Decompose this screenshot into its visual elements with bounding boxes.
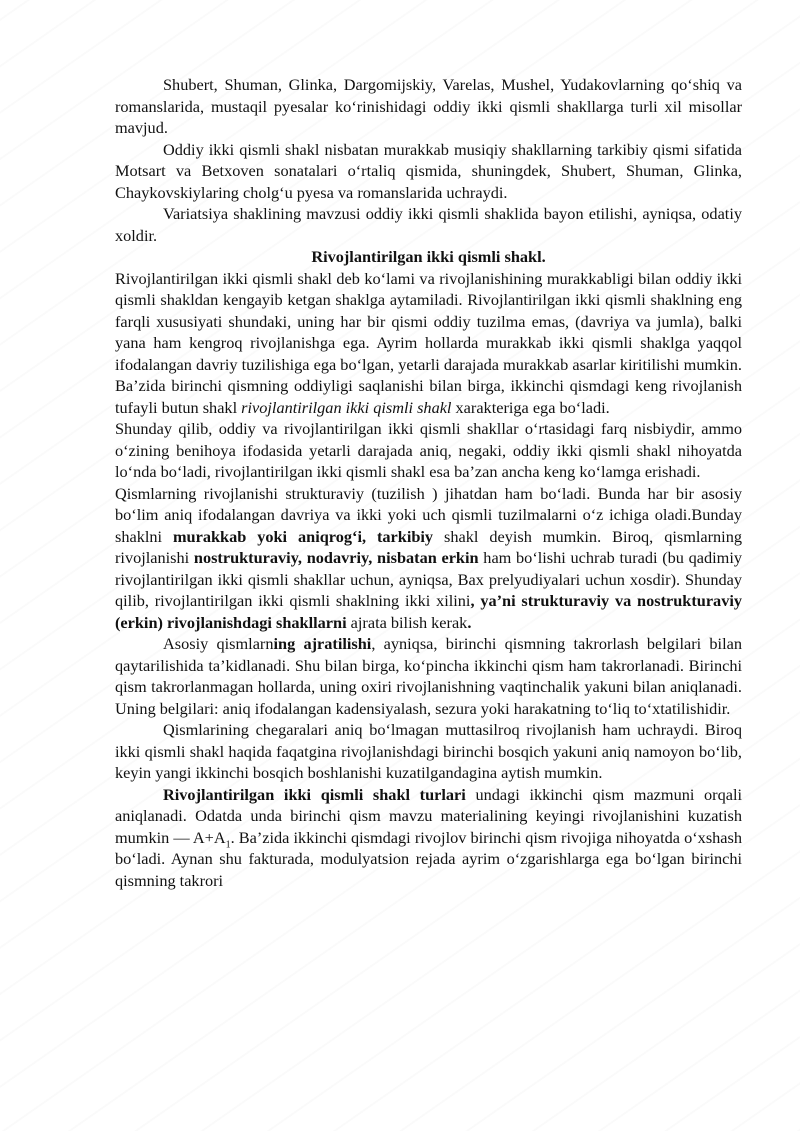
text-run: ajrata bilish kerak bbox=[346, 612, 468, 632]
bold-text: Rivojlantirilgan ikki qismli shakl turlari bbox=[163, 784, 466, 804]
text-run: Asosiy qismlarn bbox=[163, 634, 274, 653]
paragraph bbox=[115, 633, 742, 719]
paragraph bbox=[115, 784, 742, 892]
text-run: Qismlarning rivojlanishi strukturaviy (tuzilish ) jihatdan ham bo‘ladi. Bunda har bir asosiy bo‘lim aniq ifodalangan davriya va ikki yoki uch qismli tuzilmalarni o‘z ichiga oladi.Bunday shaklni bbox=[115, 483, 742, 546]
section-heading bbox=[115, 246, 742, 268]
paragraph bbox=[115, 74, 742, 139]
text-run: undagi ikkinchi qism mazmuni orqali aniqlanadi. Odatda unda birinchi qism mavzu materialining keyingi rivojlanishini kuzatish mumkin — A+A bbox=[115, 784, 743, 847]
text-run: Rivojlantirilgan ikki qismli shakl deb ko‘lami va rivojlanishining murakkabligi bilan oddiy ikki qismli shakldan kengayib ketgan shaklga aytamiladi. Rivojlantirilgan ikki qismli shaklning eng farqli xususiyati shundaki, uning har bir qismi oddiy tuzilma emas, (davriya va jumla), balki yana ham kengroq rivojlanishga ega. Ayrim hollarda murakkab ikki qismli shaklga yaqqol ifodalangan davriy tuzilishiga ega bo‘lgan, yetarli darajada murakkab asarlar kiritilishi mumkin. Ba’zida birinchi qismning oddiyligi saqlanishi bilan birga, ikkinchi qismdagi keng rivojlanish tufayli butun shakl bbox=[115, 268, 742, 417]
bold-text: nostrukturaviy, nodavriy, nisbatan erkin bbox=[193, 548, 479, 567]
paragraph bbox=[115, 418, 742, 483]
text-run: Variatsiya shaklining mavzusi oddiy ikki qismli shaklida bayon etilishi, ayniqsa, odatiy xoldir. bbox=[115, 204, 742, 245]
subscript-text: 1 bbox=[225, 838, 231, 850]
paragraph bbox=[115, 483, 742, 634]
bold-text: , ya’ni strukturaviy va nostrukturaviy (erkin) rivojlanishdagi shakllarni bbox=[115, 591, 742, 632]
document-body bbox=[115, 74, 742, 891]
text-run: Qismlarining chegaralari aniq bo‘lmagan muttasilroq rivojlanish ham uchraydi. Biroq ikki qismli shakl haqida faqatgina rivojlanishdagi birinchi bosqich yakuni aniq namoyon bo‘lib, keyin yangi ikkinchi bosqich boshlanishi kuzatilgandagina aytish mumkin. bbox=[115, 720, 742, 782]
bold-text: murakkab yoki aniqrog‘i, tarkibiy bbox=[172, 526, 434, 546]
paragraph bbox=[115, 268, 742, 419]
text-run: ham bo‘lishi uchrab turadi (bu qadimiy rivojlantirilgan ikki qismli shakllar uchun, ayniqsa, Bax prelyudiyalari uchun xosdir). Shunday qilib, rivojlantirilgan ikki qismli shaklning ikki xilini bbox=[115, 548, 743, 610]
text-run: xarakteriga ega bo‘ladi. bbox=[451, 397, 610, 417]
paragraph bbox=[115, 139, 742, 204]
paragraph bbox=[115, 719, 742, 784]
text-run: shakl deyish mumkin. Biroq, qismlarning rivojlanishi bbox=[115, 526, 742, 567]
text-run: , ayniqsa, birinchi qismning takrorlash belgilari bilan qaytarilishida ta’kidlanadi. Shu bilan birga, ko‘pincha ikkinchi qism ham takrorlanadi. Birinchi qism takrorlanmagan hollarda, uning oxiri rivojlanishning vaqtinchalik yakuni bilan aniqlanadi. Uning belgilari: aniq ifodalangan kadensiyalash, sezura yoki harakatning to‘liq to‘xtatilishidir. bbox=[115, 634, 742, 718]
text-run: Shunday qilib, oddiy va rivojlantirilgan ikki qismli shakllar o‘rtasidagi farq nisbiydir, ammo o‘zining benihoya ifodasida yetarli darajada aniq, negaki, oddiy ikki qismli shakl nihoyatda lo‘nda bo‘ladi, rivojlantirilgan ikki qismli shakl esa ba’zan ancha keng ko‘lamga erishadi. bbox=[115, 419, 742, 481]
paragraph bbox=[115, 203, 742, 246]
italic-text: rivojlantirilgan ikki qismli shakl bbox=[241, 397, 452, 417]
bold-text: ing ajratilishi bbox=[273, 634, 372, 653]
bold-text: . bbox=[467, 612, 472, 632]
text-run: Oddiy ikki qismli shakl nisbatan murakkab musiqiy shakllarning tarkibiy qismi sifatida Motsart va Betxoven sonatalari o‘rtaliq qismida, shuningdek, Shubert, Shuman, Glinka, Chaykovskiylaring cholg‘u pyesa va romanslarida uchraydi. bbox=[115, 139, 742, 202]
text-run: Shubert, Shuman, Glinka, Dargomijskiy, Varelas, Mushel, Yudakovlarning qo‘shiq va romanslarida, mustaqil pyesalar ko‘rinishidagi oddiy ikki qismli shakllarga turli xil misollar mavjud. bbox=[115, 75, 742, 137]
text-run: Rivojlantirilgan ikki qismli shakl. bbox=[311, 247, 546, 266]
text-run: . Ba’zida ikkinchi qismdagi rivojlov birinchi qism rivojiga nihoyatda o‘xshash bo‘ladi. Aynan shu fakturada, modulyatsion rejada ayrim o‘zgarishlarga ega bo‘lgan birinchi qismning takrori bbox=[115, 827, 742, 890]
